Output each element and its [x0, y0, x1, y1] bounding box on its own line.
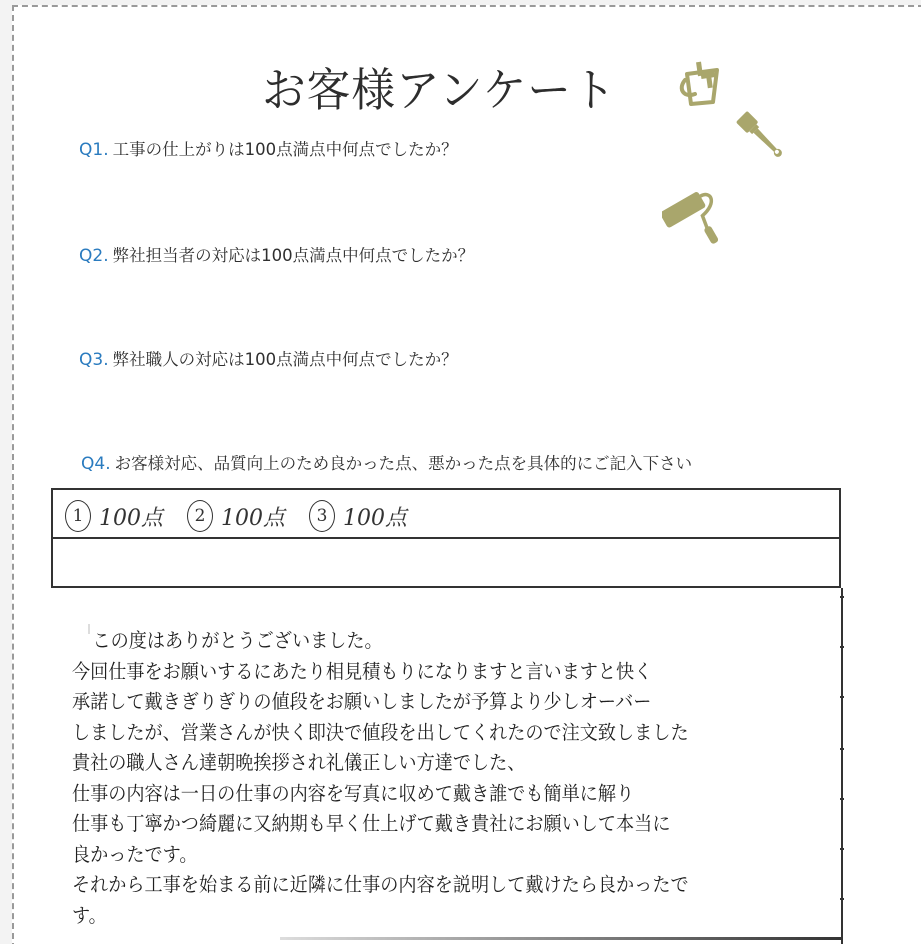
comment-line: 仕事の内容は一日の仕事の内容を写真に収めて戴き誰でも簡単に解り — [72, 781, 635, 805]
question-1 — [79, 136, 458, 160]
question-number: Q1. — [79, 140, 109, 160]
question-text: お客様対応、品質向上のため良かった点、悪かった点を具体的にご記入下さい — [114, 454, 693, 473]
comment-box-bottom-border — [280, 937, 843, 940]
answer-row-empty — [51, 539, 841, 588]
score-value: 100点 — [99, 505, 163, 531]
answer-score-3 — [309, 500, 407, 532]
question-2 — [79, 242, 474, 266]
answer-score-2 — [187, 500, 285, 532]
question-text: 弊社職人の対応は100点満点中何点でしたか？ — [112, 350, 458, 369]
question-3 — [79, 346, 458, 370]
margin-tick — [840, 596, 844, 598]
question-text: 工事の仕上がりは100点満点中何点でしたか？ — [112, 140, 458, 159]
page-title: お客様アンケート — [262, 63, 617, 117]
comment-text — [72, 626, 689, 931]
circled-number: 3 — [309, 500, 335, 532]
answer-row-scores — [51, 488, 841, 539]
margin-tick — [840, 696, 844, 698]
score-value: 100点 — [221, 505, 285, 531]
margin-tick — [840, 848, 844, 850]
margin-tick — [840, 646, 844, 648]
comment-line: す。 — [72, 903, 107, 927]
margin-tick — [840, 798, 844, 800]
paint-roller-icon — [662, 180, 734, 252]
margin-tick — [840, 748, 844, 750]
answer-table — [51, 488, 841, 588]
comment-line: しましたが、営業さんが快く即決で値段を出してくれたので注文致しました — [72, 720, 689, 744]
comment-line: この度はありがとうございました。 — [92, 629, 383, 652]
comment-line: 承諾して戴きぎりぎりの値段をお願いしましたが予算より少しオーバー — [72, 690, 652, 713]
answer-score-1 — [65, 500, 163, 532]
handwritten-scores — [65, 500, 407, 532]
comment-line: 良かったです。 — [72, 842, 198, 866]
paint-brush-icon — [733, 108, 791, 166]
question-4 — [81, 450, 692, 474]
margin-tick — [840, 898, 844, 900]
circled-number: 1 — [65, 500, 91, 532]
circled-number: 2 — [187, 500, 213, 532]
comment-line: 貴社の職人さん達朝晩挨拶され礼儀正しい方達でした、 — [72, 751, 526, 774]
question-text: 弊社担当者の対応は100点満点中何点でしたか？ — [112, 246, 475, 265]
comment-line: 今回仕事をお願いするにあたり相見積もりになりますと言いますと快く — [72, 659, 653, 683]
paint-bucket-icon — [673, 60, 733, 110]
comment-line: 仕事も丁寧かつ綺麗に又納期も早く仕上げて戴き貴社にお願いして本当に — [72, 812, 671, 835]
question-number: Q2. — [79, 246, 109, 266]
comment-line: それから工事を始まる前に近隣に仕事の内容を説明して戴けたら良かったで — [72, 873, 689, 896]
score-value: 100点 — [343, 505, 407, 531]
question-number: Q3. — [79, 350, 109, 370]
question-number: Q4. — [81, 454, 111, 474]
